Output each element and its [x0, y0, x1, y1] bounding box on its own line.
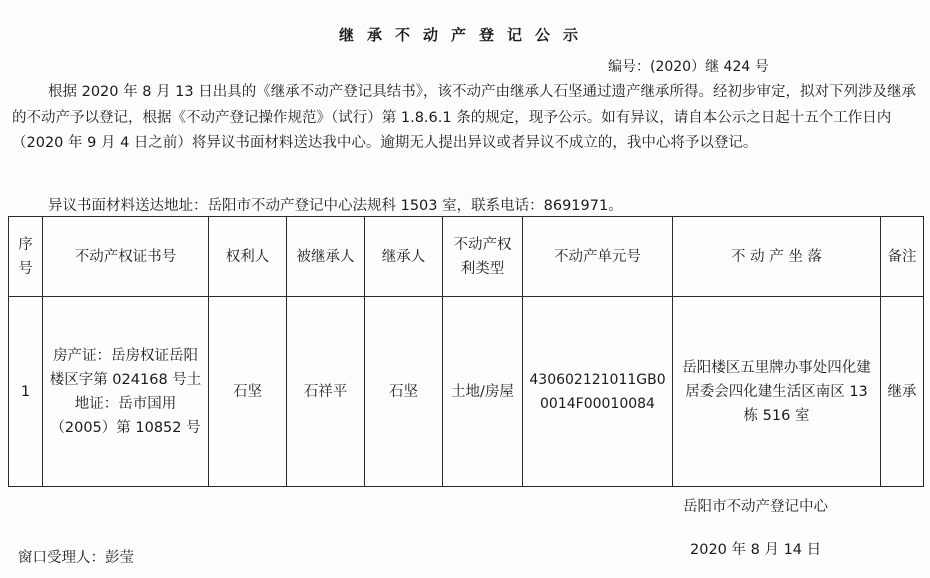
cell-location: 岳阳楼区五里牌办事处四化建居委会四化建生活区南区 13 栋 516 室	[673, 297, 881, 487]
header-no: 序号	[9, 217, 43, 297]
table-row	[9, 297, 924, 487]
page-title: 继承不动产登记公示	[338, 26, 591, 44]
cell-heir: 石坚	[365, 297, 443, 487]
header-unit-no: 不动产单元号	[523, 217, 673, 297]
registration-table	[8, 216, 924, 487]
header-certificate: 不动产权证书号	[43, 217, 209, 297]
issuing-organization: 岳阳市不动产登记中心	[683, 499, 828, 515]
header-owner: 权利人	[209, 217, 287, 297]
cell-no: 1	[9, 297, 43, 487]
notice-body: 根据 2020 年 8 月 13 日出具的《继承不动产登记具结书》，该不动产由继承人石坚通过遗产继承所得。经初步审定，拟对下列涉及继承的不动产予以登记，根据《不动产登记操作规范》（试行）第 1.8.6.1 条的规定，现予公示。如有异议，请自本公示之日起十五个工作日内（2020 年 9 月 4 日之前）将异议书面材料送达我中心。逾期无人提出异议或者异议不成立的，我中心将予以登记。	[12, 84, 916, 151]
header-right-type: 不动产权利类型	[443, 217, 523, 297]
issue-date: 2020 年 8 月 14 日	[690, 542, 822, 558]
document-number: 编号：(2020）继 424 号	[608, 59, 769, 75]
window-clerk: 窗口受理人：彭莹	[18, 550, 134, 566]
table-header-row	[9, 217, 924, 297]
cell-decedent: 石祥平	[287, 297, 365, 487]
header-heir: 继承人	[365, 217, 443, 297]
cell-certificate: 房产证：岳房权证岳阳楼区字第 024168 号土地证：岳市国用（2005）第 10852 号	[43, 297, 209, 487]
cell-owner: 石坚	[209, 297, 287, 487]
objection-address: 异议书面材料送达地址：岳阳市不动产登记中心法规科 1503 室，联系电话：8691971。	[48, 198, 623, 214]
header-decedent: 被继承人	[287, 217, 365, 297]
cell-unit-no: 430602121011GB00014F00010084	[523, 297, 673, 487]
cell-remark: 继承	[881, 297, 924, 487]
cell-right-type: 土地/房屋	[443, 297, 523, 487]
header-location: 不 动 产 坐 落	[673, 217, 881, 297]
header-remark: 备注	[881, 217, 924, 297]
